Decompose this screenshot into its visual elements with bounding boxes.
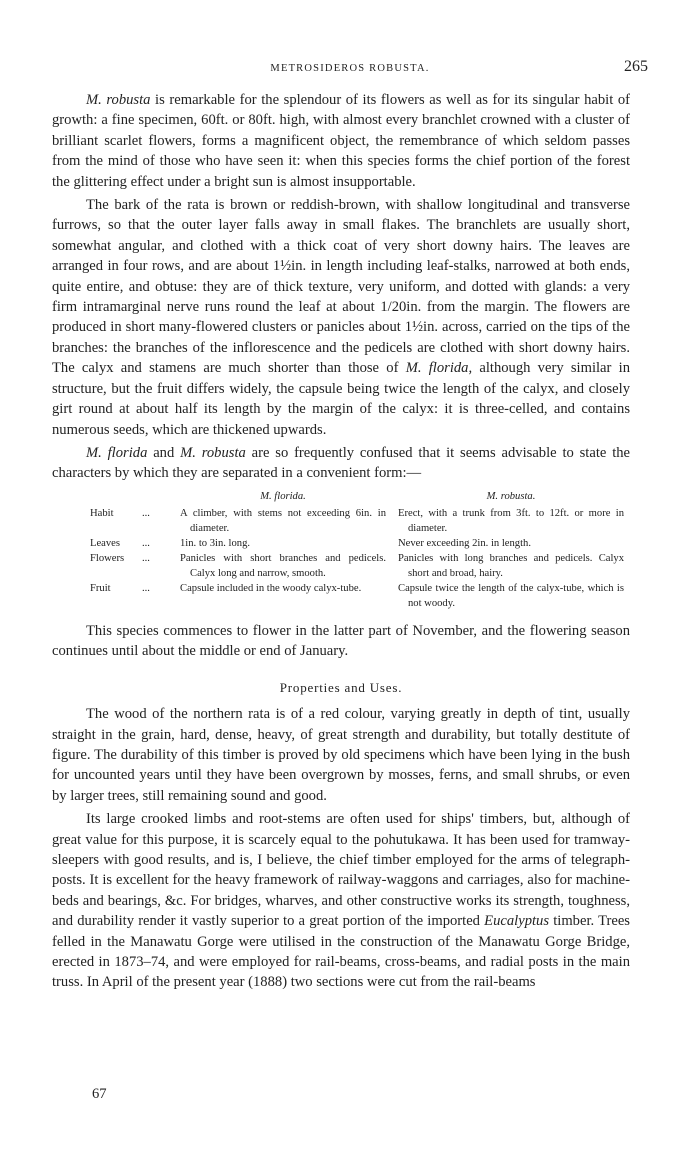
- cell-robusta: Panicles with long branches and pedicels. Calyx short and broad, hairy.: [398, 553, 624, 579]
- paragraph-6: [52, 809, 630, 993]
- leader-dots: ...: [142, 553, 150, 565]
- paragraph-text: is remarkable for the splendour of its flowers as well as for its singular habit of growth: a fine specimen, 60ft. or 80ft. high, with almost every branchlet crowned with a cluster of brilliant scarlet flowers, forms a magnificent object, the remembrance of which seldom passes from the mind of those who have seen it: when this species forms the chief portion of the forest the glittering effect under a bright sun is almost insupportable.: [52, 92, 631, 190]
- paragraph-5: The wood of the northern rata is of a red colour, varying greatly in depth of tint, usually straight in the grain, hard, dense, heavy, of great strength and durability, but totally destitute of figure. The durability of this timber is proved by old specimens which have been lying in the bush for uncounted years until they have been overgrown by mosses, ferns, and small shrubs, or even by larger trees, still remaining sound and good.: [52, 706, 630, 804]
- paragraph-2: [52, 195, 630, 440]
- leader-dots: ...: [142, 537, 150, 549]
- comparison-row-leaves: [52, 537, 630, 551]
- page-number: 265: [624, 58, 648, 75]
- species-name: M. robusta: [180, 444, 246, 461]
- paragraph-3: [52, 443, 630, 484]
- printer-signature-mark: 67: [92, 1086, 107, 1102]
- comparison-row-habit: [52, 507, 630, 536]
- species-name: M. robusta: [86, 92, 151, 108]
- species-name: M. florida,: [405, 360, 473, 377]
- paragraph-text: and: [147, 444, 181, 461]
- cell-florida: Panicles with short branches and pedicels. Calyx long and narrow, smooth.: [180, 553, 386, 579]
- leader-dots: ...: [142, 583, 150, 595]
- paragraph-text: Its large crooked limbs and root-stems are often used for ships' timbers, but, although of great value for this purpose, it is scarcely equal to the pohutukawa. It has been used for tramway-sleepers with good results, and is, I believe, the chief timber employed for the arms of telegraph-posts. It is excellent for the heavy framework of railway-waggons and carriages, also for machine-beds and bearings, &c. For bridges, wharves, and other constructive works its strength, toughness, and durability render it vastly superior to a great portion of the imported: [52, 811, 630, 930]
- cell-florida: A climber, with stems not exceeding 6in. in diameter.: [180, 508, 386, 534]
- row-label: Habit: [90, 508, 114, 520]
- row-label: Flowers: [90, 553, 125, 565]
- section-heading: Properties and Uses.: [279, 679, 403, 695]
- running-head: [52, 58, 648, 78]
- comparison-header: [52, 490, 630, 504]
- cell-florida: Capsule included in the woody calyx-tube.: [180, 583, 362, 595]
- cell-robusta: Never exceeding 2in. in length.: [398, 537, 531, 549]
- paragraph-1: [52, 90, 630, 192]
- cell-robusta: Erect, with a trunk from 3ft. to 12ft. or more in diameter.: [398, 508, 624, 534]
- comparison-table: [52, 490, 630, 611]
- comparison-row-fruit: [52, 582, 630, 611]
- paragraph-text: timber. Trees felled in the Manawatu Gorge were utilised in the construction of the Manawatu Gorge Bridge, erected in 1873–74, and were employed for rail-beams, cross-beams, and radial posts in the main truss. In April of the present year (1888) two sections were cut from the rail-beams: [52, 913, 630, 991]
- paragraph-text: are so frequently confused that it seems advisable to state the characters by which they are separated in a convenient form:—: [52, 444, 631, 482]
- column-header-florida: M. florida.: [260, 490, 306, 502]
- comparison-row-flowers: [52, 552, 630, 581]
- row-label: Leaves: [90, 537, 120, 549]
- genus-name: Eucalyptus: [484, 913, 550, 930]
- running-title: METROSIDEROS ROBUSTA.: [270, 63, 430, 74]
- cell-florida: 1in. to 3in. long.: [180, 537, 251, 549]
- species-name: M. florida: [86, 444, 148, 461]
- paragraph-4: This species commences to flower in the latter part of November, and the flowering season continues until about the middle or end of January.: [52, 622, 630, 660]
- paragraph-text: although very similar in structure, but the fruit differs widely, the capsule being twice the length of the calyx, and closely girt round at about half its length by the margin of the calyx: it is three-celled, and contains numerous seeds, which are thickened upwards.: [52, 360, 630, 438]
- column-header-robusta: M. robusta.: [486, 490, 536, 502]
- body-text: [52, 90, 630, 996]
- cell-robusta: Capsule twice the length of the calyx-tube, which is not woody.: [398, 583, 624, 609]
- row-label: Fruit: [90, 583, 111, 595]
- leader-dots: ...: [142, 508, 150, 520]
- paragraph-text: The bark of the rata is brown or reddish-brown, with shallow longitudinal and transverse furrows, so that the outer layer falls away in small flakes. The branchlets are usually short, somewhat angular, and clothed with a thick coat of very short downy hairs. The leaves are arranged in four rows, and are about 1½in. in length including leaf-stalks, narrowed at both ends, quite entire, and obtuse: they are of thick texture, very uniform, and dotted with glands: a very firm intramarginal nerve runs round the leaf at about 1/20in. from the margin. The flowers are produced in short many-flowered clusters or panicles about 1½in. across, carried on the tips of the branches: the branches of the inflorescence and the pedicels are clothed with short downy hairs. The calyx and stamens are much shorter than those of: [52, 197, 630, 377]
